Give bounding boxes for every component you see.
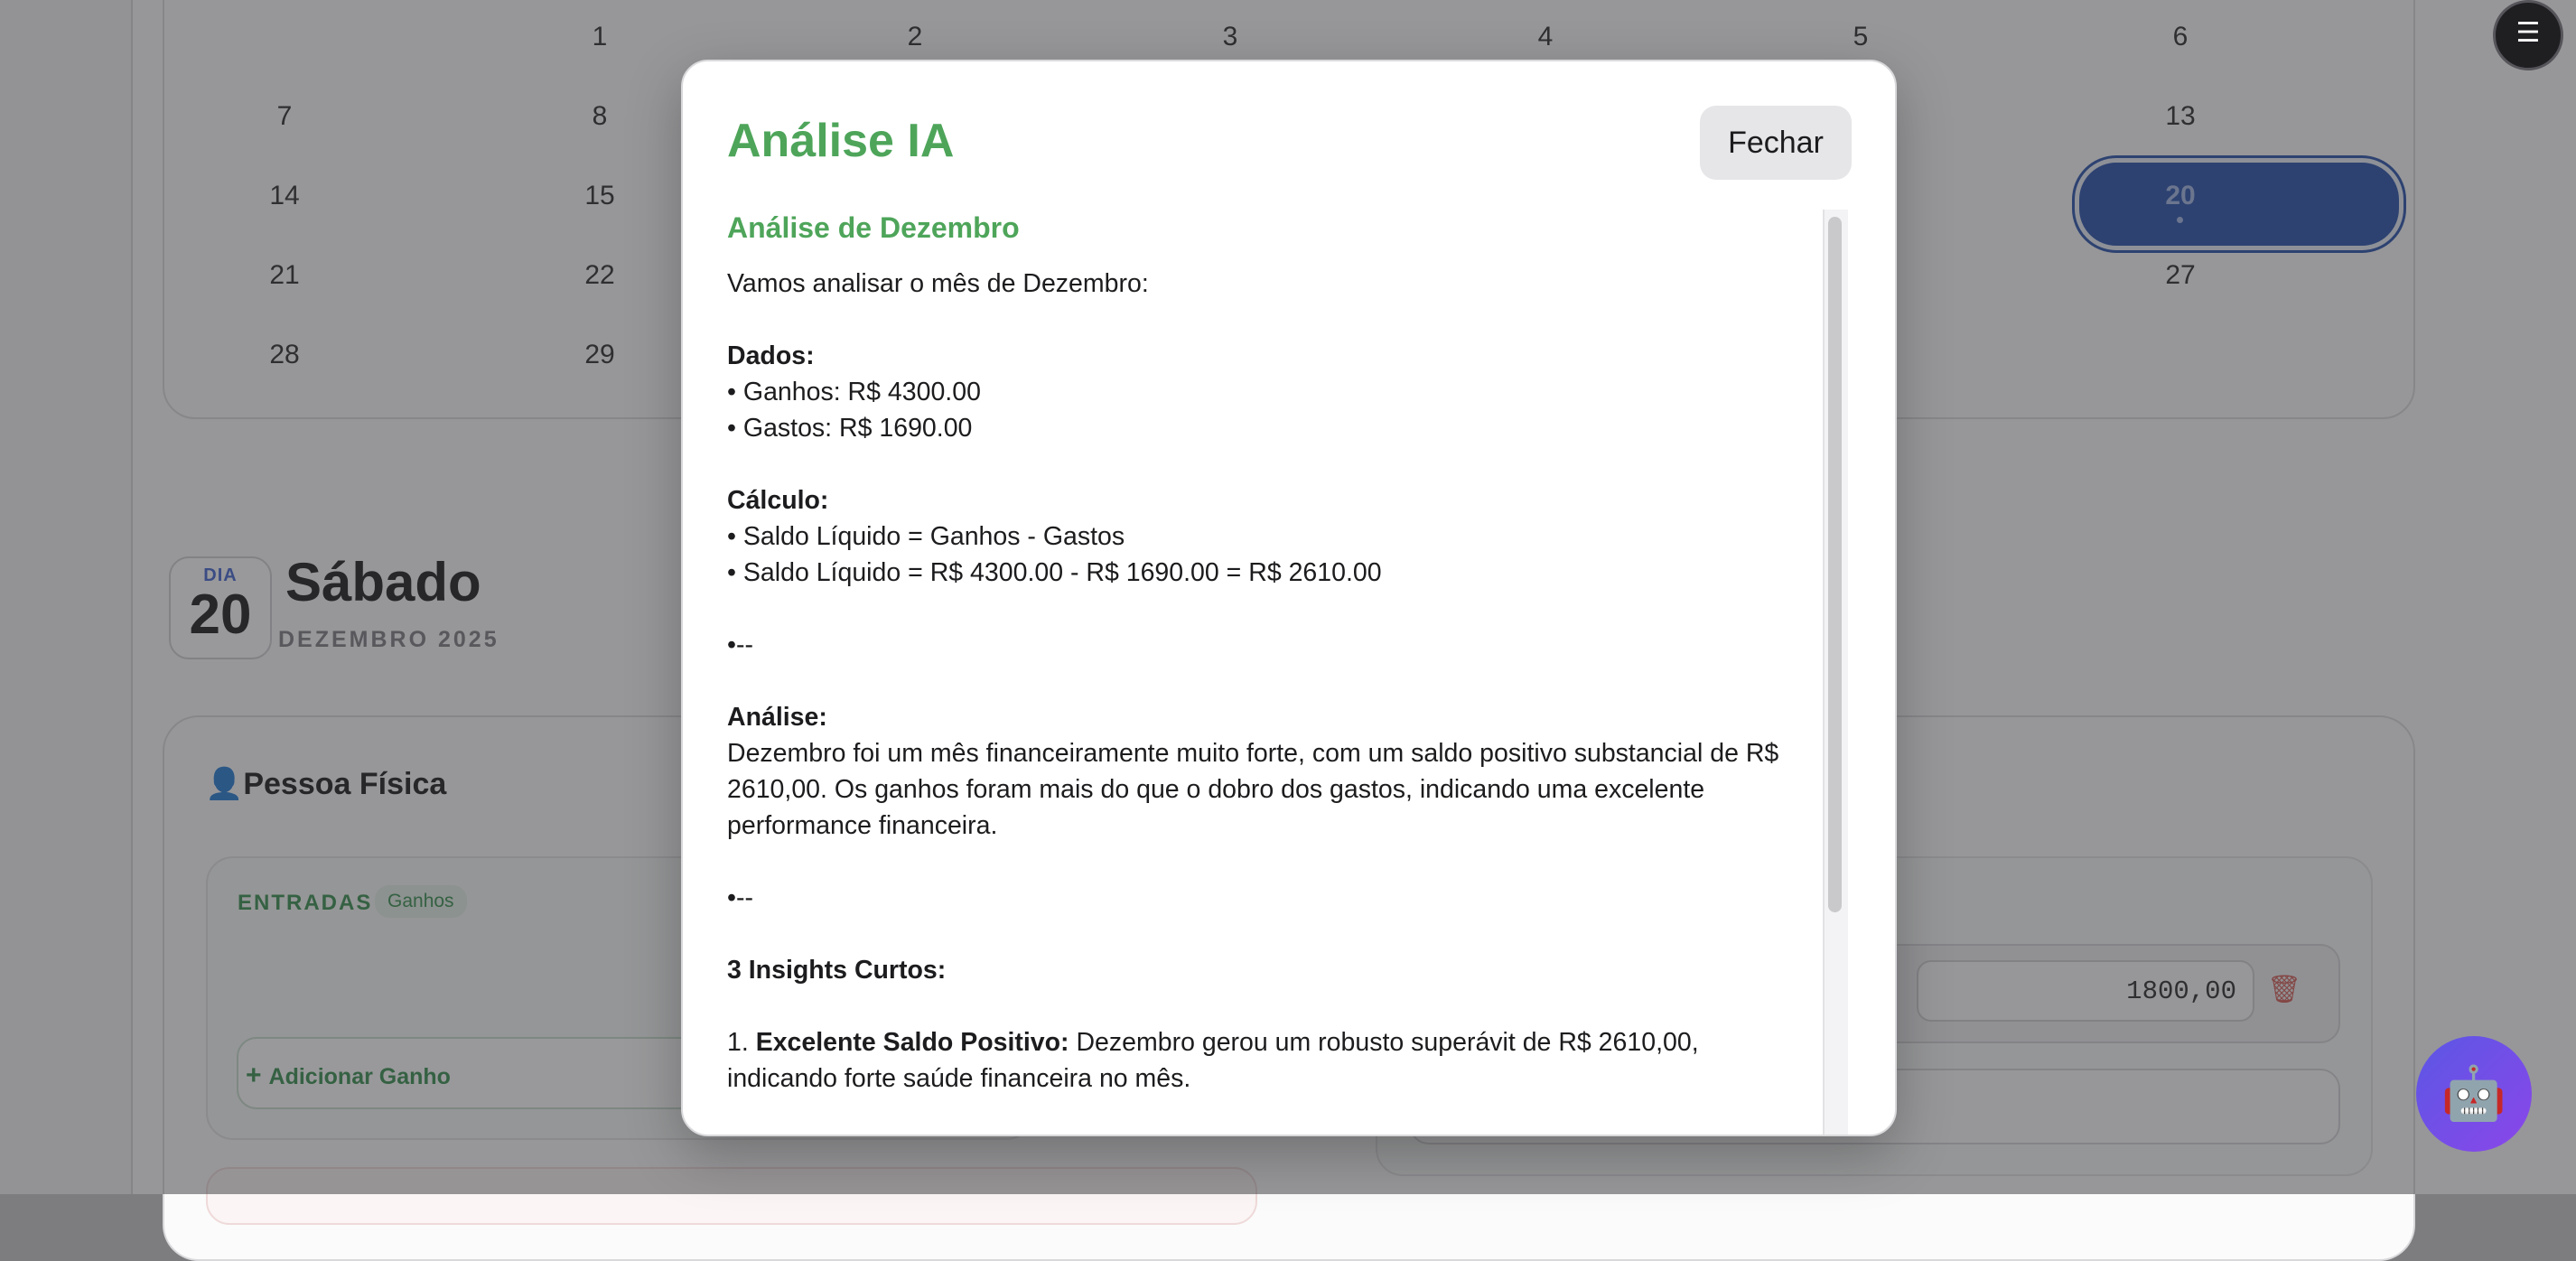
- analysis-content: [727, 210, 1802, 1122]
- ai-analysis-modal: [681, 60, 1897, 1136]
- analise-label: Análise:: [727, 703, 827, 732]
- dados-item: • Gastos: R$ 1690.00: [727, 414, 973, 443]
- separator: •--: [727, 630, 753, 659]
- dados-label: Dados:: [727, 341, 815, 370]
- calculo-label: Cálculo:: [727, 486, 829, 515]
- close-button[interactable]: Fechar: [1700, 106, 1852, 180]
- analise-text: Dezembro foi um mês financeiramente muito forte, com um saldo positivo substancial de R$ 2610,00. Os ganhos foram mais do que o dobro dos gastos, indicando uma excelente performance financeira.: [727, 739, 1779, 840]
- separator: •--: [727, 883, 753, 912]
- menu-toggle-icon[interactable]: ☰: [2493, 0, 2563, 70]
- analysis-intro: Vamos analisar o mês de Dezembro:: [727, 269, 1149, 298]
- insight-number: 1.: [727, 1028, 756, 1057]
- modal-title: Análise IA: [727, 115, 955, 167]
- insight-title: Excelente Saldo Positivo:: [755, 1028, 1069, 1057]
- calculo-item: • Saldo Líquido = R$ 4300.00 - R$ 1690.00 = R$ 2610.00: [727, 558, 1382, 587]
- modal-scrollbar-thumb[interactable]: [1828, 217, 1842, 912]
- dados-item: • Ganhos: R$ 4300.00: [727, 378, 981, 406]
- robot-assistant-icon[interactable]: 🤖: [2416, 1036, 2532, 1152]
- analysis-heading: Análise de Dezembro: [727, 211, 1020, 244]
- insight-item: [727, 1024, 1802, 1097]
- calculo-item: • Saldo Líquido = Ganhos - Gastos: [727, 522, 1125, 551]
- insights-label: 3 Insights Curtos:: [727, 956, 947, 985]
- insight-text: Dezembro gerou um robusto superávit de R$ 2610,00, indicando forte saúde financeira no mês.: [727, 1028, 1699, 1093]
